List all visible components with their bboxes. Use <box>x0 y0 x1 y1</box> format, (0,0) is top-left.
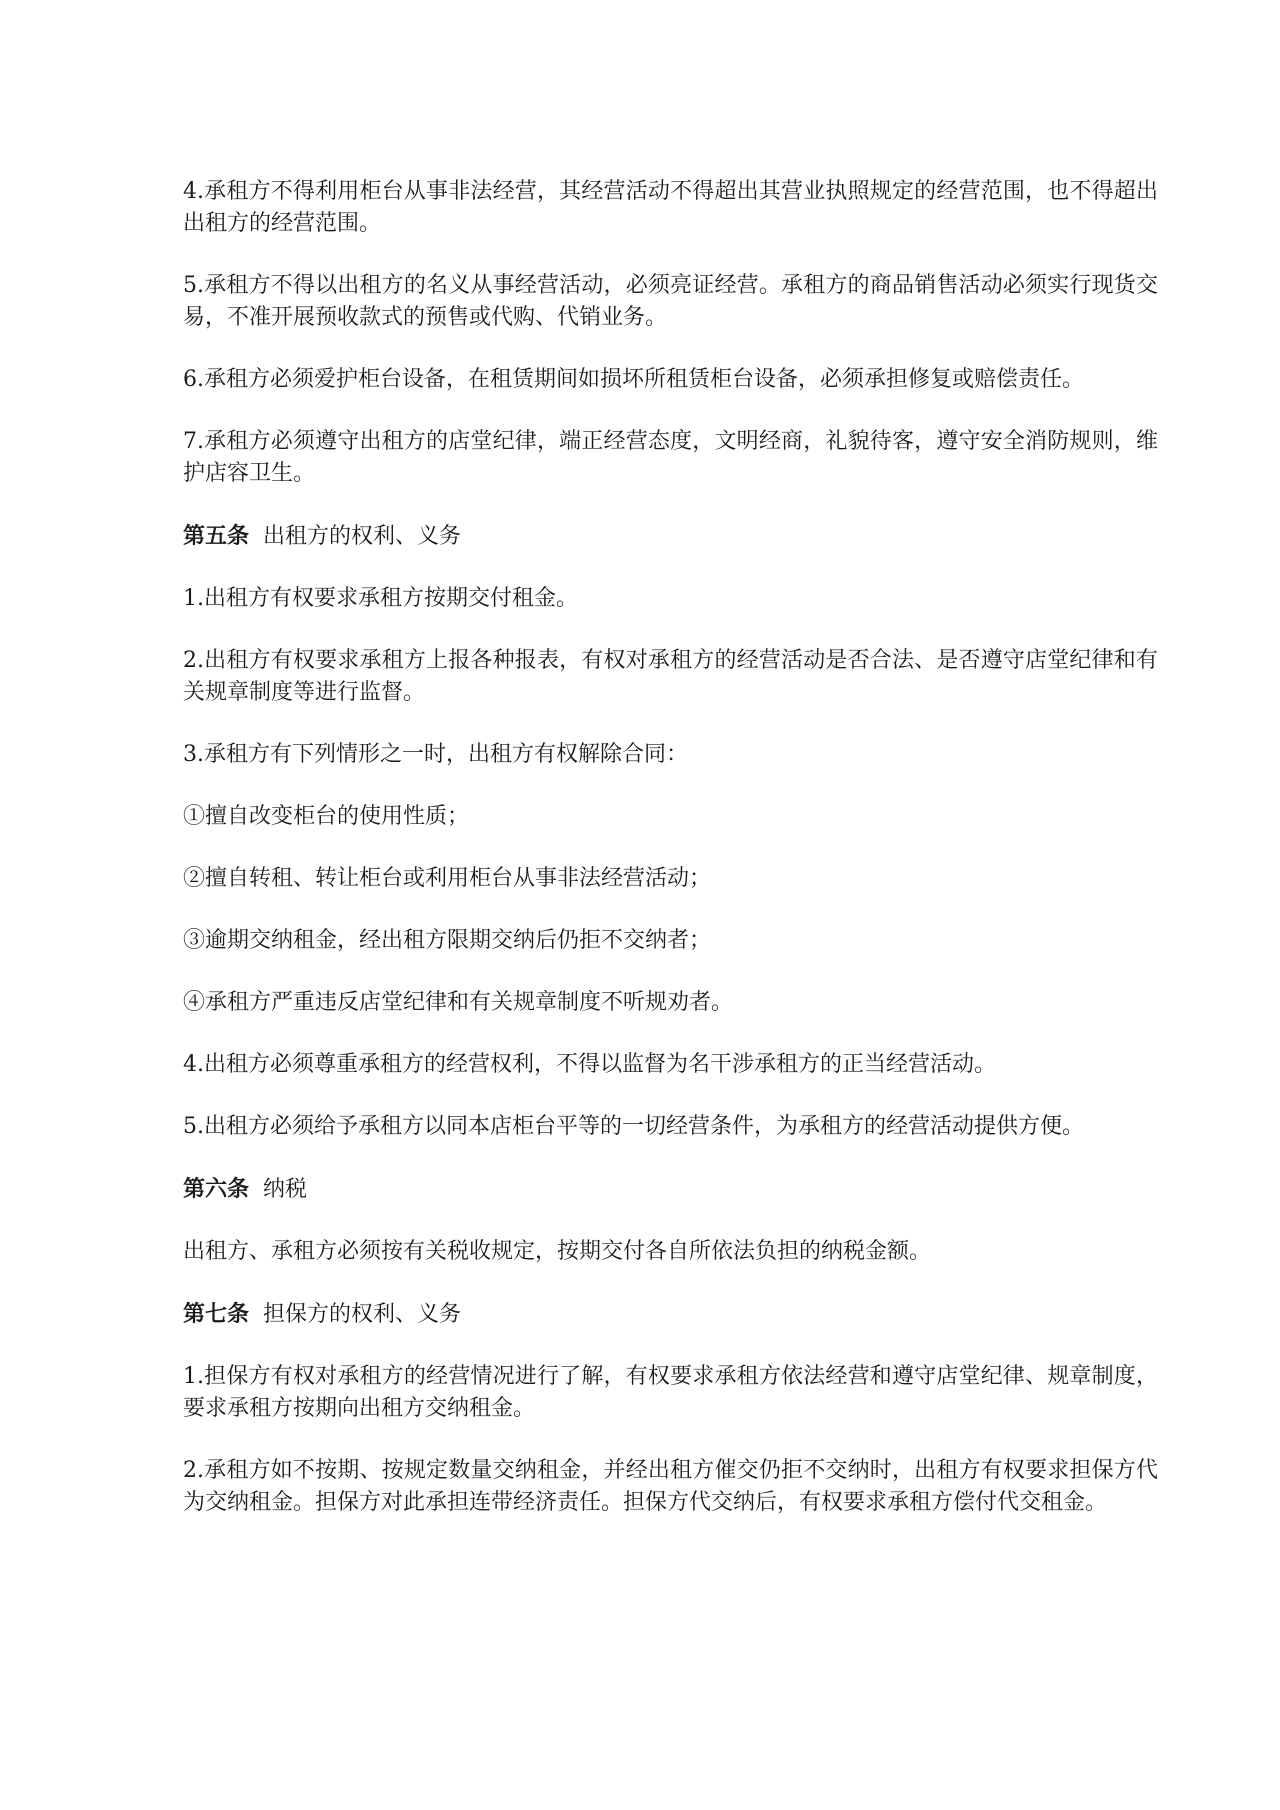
article-heading <box>183 520 1158 553</box>
article-title: 担保方的权利、义务 <box>263 1302 462 1327</box>
paragraph: 4.出租方必须尊重承租方的经营权利，不得以监督为名干涉承租方的正当经营活动。 <box>183 1052 996 1077</box>
article-heading <box>183 1298 1158 1331</box>
article-number: 第五条 <box>183 523 250 549</box>
paragraph: 1.担保方有权对承租方的经营情况进行了解，有权要求承租方依法经营和遵守店堂纪律、规章制度，要求承租方按期向出租方交纳租金。 <box>183 1364 1158 1421</box>
article-heading <box>183 1173 1158 1206</box>
document-body <box>183 176 1158 1549</box>
paragraph: 4.承租方不得利用柜台从事非法经营，其经营活动不得超出其营业执照规定的经营范围，也不得超出出租方的经营范围。 <box>183 179 1158 236</box>
paragraph: 5.承租方不得以出租方的名义从事经营活动，必须亮证经营。承租方的商品销售活动必须实行现货交易，不准开展预收款式的预售或代购、代销业务。 <box>183 273 1158 330</box>
article-number: 第六条 <box>183 1176 250 1202</box>
list-item: ①擅自改变柜台的使用性质； <box>183 804 470 829</box>
paragraph: 出租方、承租方必须按有关税收规定，按期交付各自所依法负担的纳税金额。 <box>183 1239 932 1264</box>
article-title: 出租方的权利、义务 <box>263 524 462 549</box>
paragraph: 6.承租方必须爱护柜台设备，在租赁期间如损坏所租赁柜台设备，必须承担修复或赔偿责任。 <box>183 367 1084 392</box>
paragraph: 7.承租方必须遵守出租方的店堂纪律，端正经营态度，文明经商，礼貌待客，遵守安全消防规则，维护店容卫生。 <box>183 429 1158 486</box>
list-item: ②擅自转租、转让柜台或利用柜台从事非法经营活动； <box>183 866 712 891</box>
list-item: ③逾期交纳租金，经出租方限期交纳后仍拒不交纳者； <box>183 928 712 953</box>
article-number: 第七条 <box>183 1301 250 1327</box>
list-item: ④承租方严重违反店堂纪律和有关规章制度不听规劝者。 <box>183 990 734 1015</box>
paragraph: 5.出租方必须给予承租方以同本店柜台平等的一切经营条件，为承租方的经营活动提供方便。 <box>183 1114 1084 1139</box>
paragraph: 1.出租方有权要求承租方按期交付租金。 <box>183 586 578 611</box>
paragraph: 3.承租方有下列情形之一时，出租方有权解除合同： <box>183 742 688 767</box>
paragraph: 2.承租方如不按期、按规定数量交纳租金，并经出租方催交仍拒不交纳时，出租方有权要求担保方代为交纳租金。担保方对此承担连带经济责任。担保方代交纳后，有权要求承租方偿付代交租金。 <box>183 1458 1158 1515</box>
article-title: 纳税 <box>263 1177 308 1202</box>
paragraph: 2.出租方有权要求承租方上报各种报表，有权对承租方的经营活动是否合法、是否遵守店堂纪律和有关规章制度等进行监督。 <box>183 648 1158 705</box>
